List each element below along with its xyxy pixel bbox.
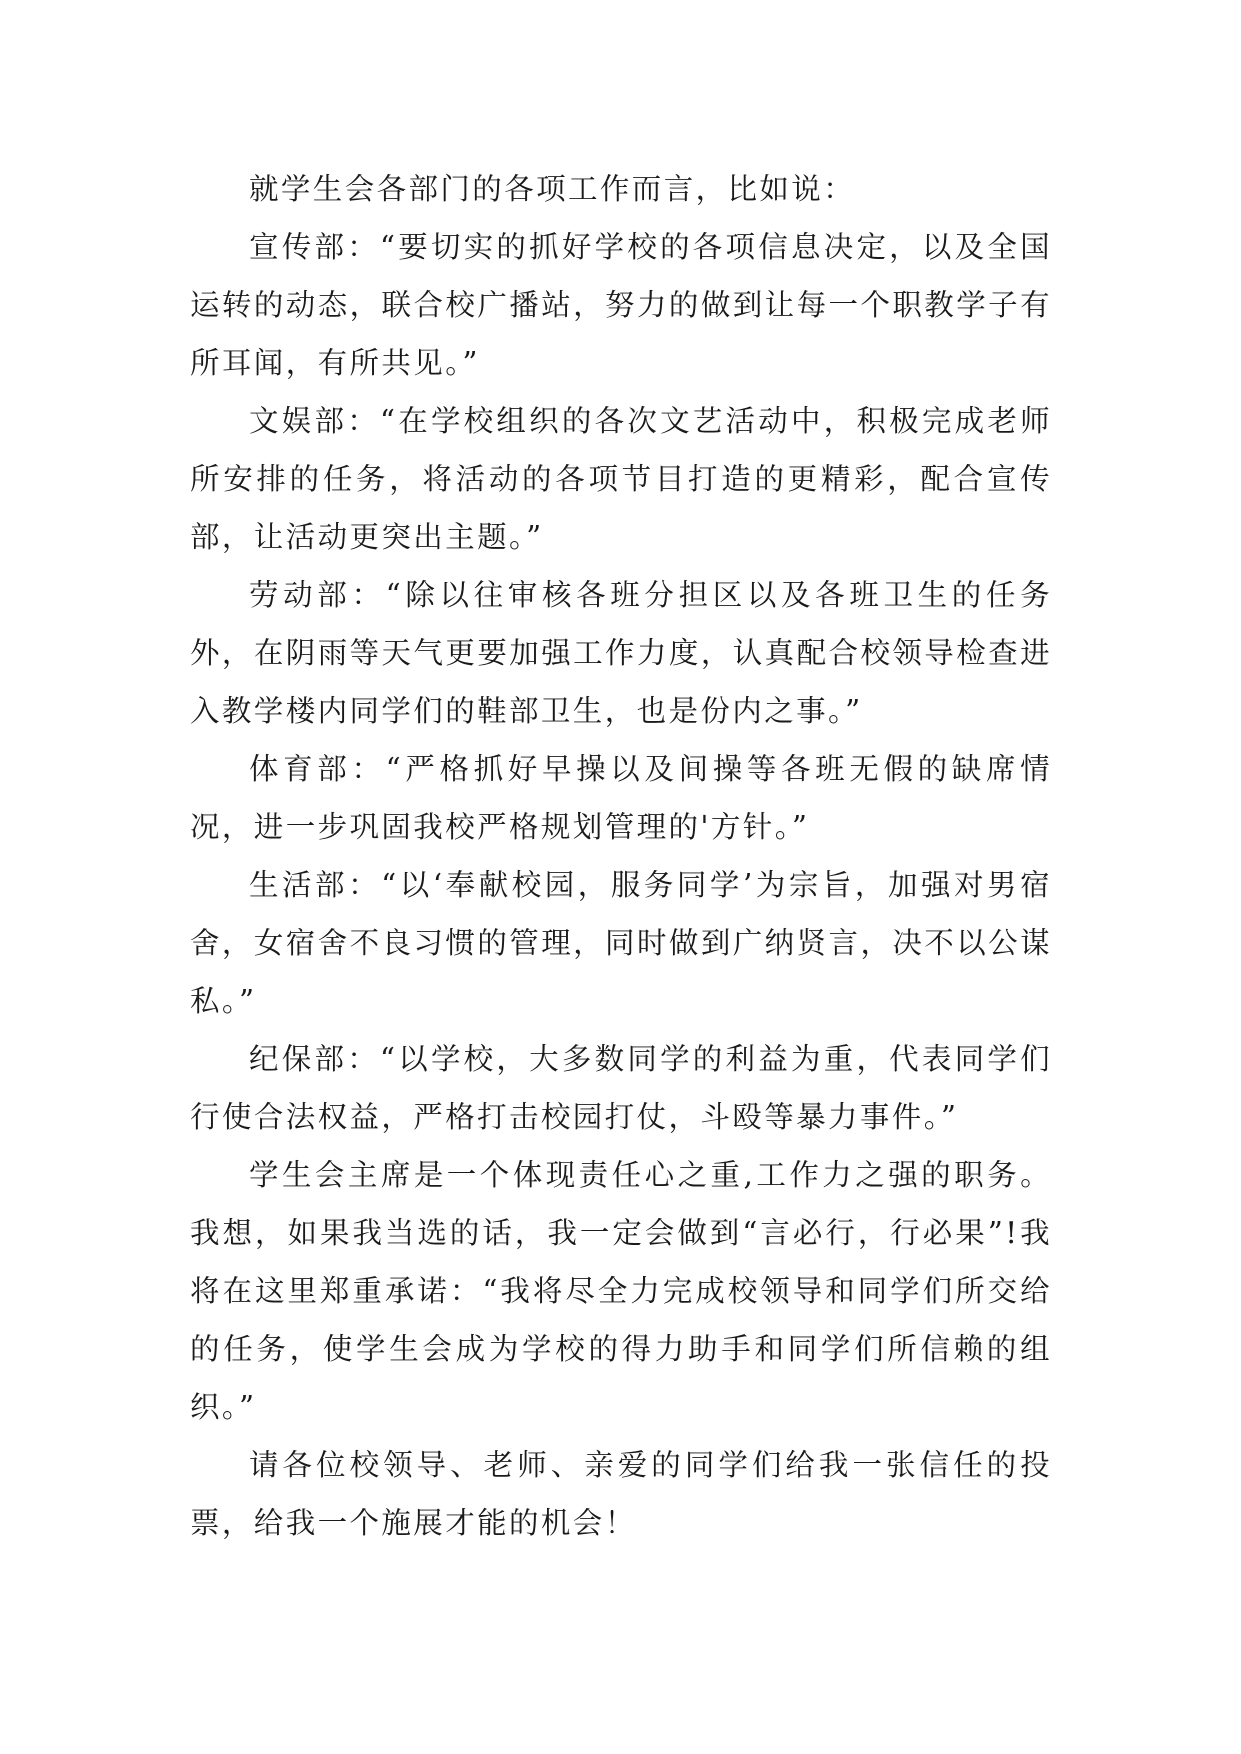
paragraph-sports-dept: 体育部：“严格抓好早操以及间操等各班无假的缺席情况，进一步巩固我校严格规划管理的'方针。”	[190, 752, 1052, 844]
paragraph-president-commitment: 学生会主席是一个体现责任心之重,工作力之强的职务。我想，如果我当选的话，我一定会做到“言必行，行必果”!我将在这里郑重承诺：“我将尽全力完成校领导和同学们所交给的任务，使学生会成为学校的得力助手和同学们所信赖的组织。”	[190, 1158, 1052, 1424]
paragraph-intro: 就学生会各部门的各项工作而言，比如说：	[249, 172, 856, 206]
paragraph-closing-appeal: 请各位校领导、老师、亲爱的同学们给我一张信任的投票，给我一个施展才能的机会！	[190, 1448, 1052, 1540]
paragraph-life-dept: 生活部：“以‘奉献校园，服务同学’为宗旨，加强对男宿舍，女宿舍不良习惯的管理，同时做到广纳贤言，决不以公谋私。”	[190, 868, 1052, 1018]
paragraph-publicity-dept: 宣传部：“要切实的抓好学校的各项信息决定，以及全国运转的动态，联合校广播站，努力的做到让每一个职教学子有所耳闻，有所共见。”	[190, 230, 1052, 380]
document-body	[190, 160, 1052, 1552]
paragraph-discipline-dept: 纪保部：“以学校，大多数同学的利益为重，代表同学们行使合法权益，严格打击校园打仗，斗殴等暴力事件。”	[190, 1042, 1052, 1134]
paragraph-arts-dept: 文娱部：“在学校组织的各次文艺活动中，积极完成老师所安排的任务，将活动的各项节目打造的更精彩，配合宣传部，让活动更突出主题。”	[190, 404, 1052, 554]
paragraph-labor-dept: 劳动部：“除以往审核各班分担区以及各班卫生的任务外，在阴雨等天气更要加强工作力度，认真配合校领导检查进入教学楼内同学们的鞋部卫生，也是份内之事。”	[190, 578, 1052, 728]
